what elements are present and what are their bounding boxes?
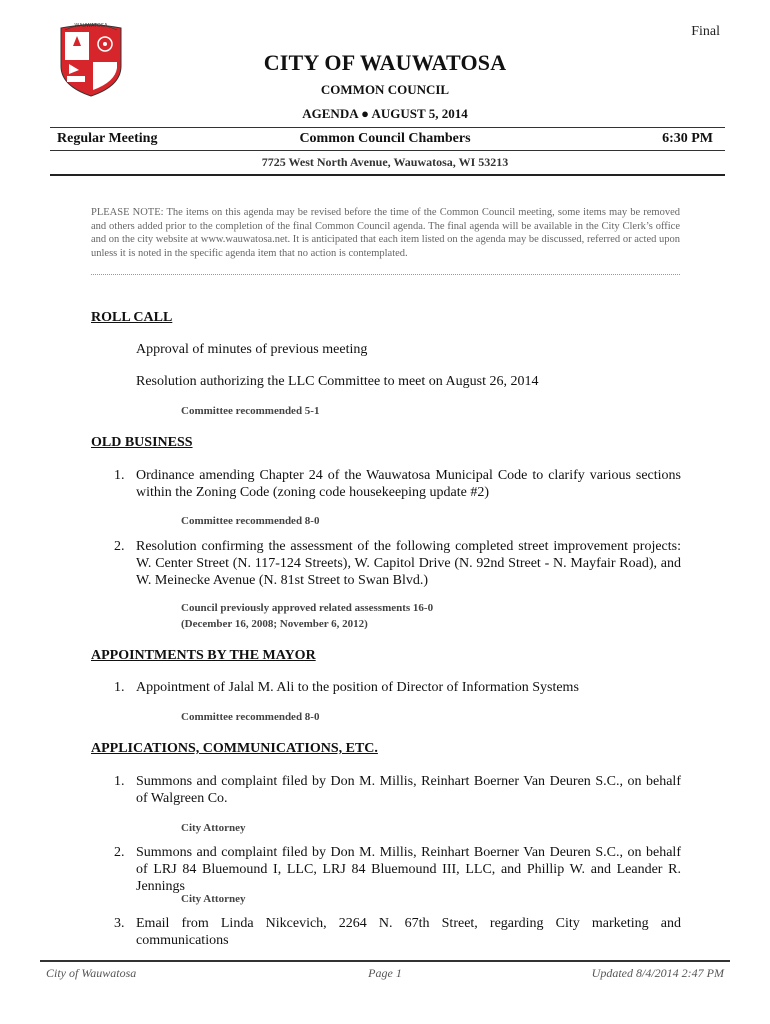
item-number: 2. [114,539,125,554]
section-heading-old-business: OLD BUSINESS [91,435,193,450]
recommendation: Committee recommended 8-0 [181,711,320,723]
recommendation: Committee recommended 8-0 [181,515,320,527]
section-heading-appointments: APPOINTMENTS BY THE MAYOR [91,648,316,663]
item-number: 2. [114,845,125,860]
item-number: 3. [114,916,125,931]
agenda-item-minutes: Approval of minutes of previous meeting [136,342,368,357]
address-divider [50,174,725,176]
agenda-item-street-assessment: Resolution confirming the assessment of the following completed street improvement projects: W. Center Street (N. 117-124 Streets), W. Capitol Drive (N. 92nd Street - N. Mayfair Road), and W. Meinecke Avenue (N. 81st Street to Swan Blvd.) [136,539,681,588]
agenda-item-email: Email from Linda Nikcevich, 2264 N. 67th Street, regarding City marketing and communications [136,916,681,948]
section-heading-roll-call: ROLL CALL [91,310,173,325]
recommendation: Committee recommended 5-1 [181,405,320,417]
item-number: 1. [114,774,125,789]
meeting-divider [50,150,725,151]
header-divider [50,127,725,128]
recommendation: City Attorney [181,893,246,905]
agenda-item-zoning-ordinance: Ordinance amending Chapter 24 of the Wauwatosa Municipal Code to clarify various sections within the Zoning Code (zoning code housekeeping update #2) [136,468,681,500]
recommendation-dates: (December 16, 2008; November 6, 2012) [181,618,368,630]
page-number: Page 1 [368,966,402,980]
agenda-item-appointment: Appointment of Jalal M. Ali to the position of Director of Information Systems [136,680,579,695]
notice-divider [91,274,680,275]
page-title: CITY OF WAUWATOSA [263,50,507,75]
agenda-notice: PLEASE NOTE: The items on this agenda may be revised before the time of the Common Council meeting, some items may be removed and others added prior to the completion of the final Common Council agenda. The final agenda will be available in the City Clerk’s office and on the city website at www.wauwatosa.net. It is anticipated that each item listed on the agenda may be discussed, referred or acted upon unless it is noted in the specific agenda item that no action is contemplated. [91,207,680,259]
agenda-date: AGENDA ● AUGUST 5, 2014 [302,106,468,121]
document-status: Final [691,24,720,39]
agenda-item-llc-resolution: Resolution authorizing the LLC Committee to meet on August 26, 2014 [136,374,539,389]
body-name: COMMON COUNCIL [320,82,450,97]
footer-city: City of Wauwatosa [46,966,137,980]
meeting-address: 7725 West North Avenue, Wauwatosa, WI 53213 [261,155,509,169]
updated-timestamp: Updated 8/4/2014 2:47 PM [591,966,724,980]
item-number: 1. [114,680,125,695]
item-number: 1. [114,468,125,483]
meeting-time: 6:30 PM [662,131,713,146]
section-heading-applications: APPLICATIONS, COMMUNICATIONS, ETC. [91,741,378,756]
footer-divider [40,960,730,962]
meeting-location: Common Council Chambers [299,131,471,146]
recommendation: Council previously approved related assessments 16-0 [181,602,434,614]
meeting-type: Regular Meeting [57,131,158,146]
agenda-item-walgreen-summons: Summons and complaint filed by Don M. Millis, Reinhart Boerner Van Deuren S.C., on behalf of Walgreen Co. [136,774,681,806]
seal-text: WAUWATOSA [74,23,108,29]
recommendation: City Attorney [181,822,246,834]
agenda-item-lrj-summons: Summons and complaint filed by Don M. Millis, Reinhart Boerner Van Deuren S.C., on behalf of LRJ 84 Bluemound I, LLC, LRJ 84 Bluemound III, LLC, and Phillip W. and Leander R. Jennings [136,845,681,894]
